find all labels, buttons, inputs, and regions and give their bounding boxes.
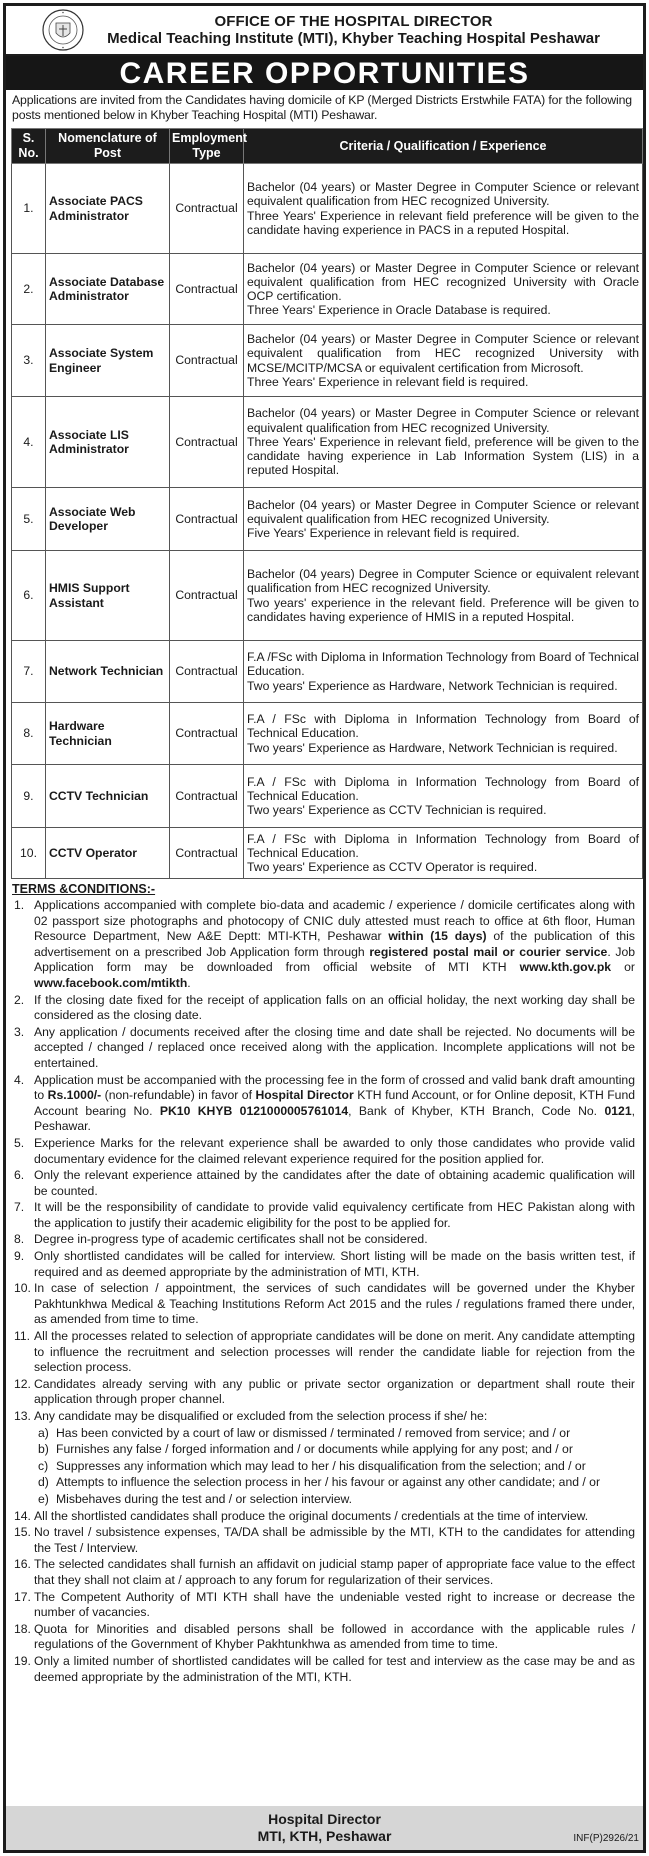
term-item [12,1377,637,1408]
serial-number: 2. [12,254,46,325]
criteria-cell [244,488,643,551]
term-item [12,1249,637,1280]
sub-term-item [12,1426,637,1442]
criteria-line: Two years' Experience as CCTV Operator is required. [247,860,538,875]
sub-term-item [12,1459,637,1475]
term-text [34,993,637,1024]
term-item [12,1136,637,1167]
office-title: OFFICE OF THE HOSPITAL DIRECTOR [214,12,493,30]
serial-number: 8. [12,703,46,765]
employment-type: Contractual [170,254,244,325]
criteria-line: Two years' Experience as Hardware, Network Technician is required. [247,678,618,693]
sub-term-text: Attempts to influence the selection process in her / his favour or against any other candidate; and / or [56,1475,601,1490]
term-emphasis: PK10 KHYB 0121000005761014 [159,1103,349,1118]
term-emphasis: Rs.1000/- [47,1088,102,1103]
term-number: 12. [14,1376,31,1391]
table-row [12,397,643,488]
term-text [34,1136,637,1167]
sub-term-letter: d) [38,1475,49,1490]
serial-number: 6. [12,551,46,641]
employment-type: Contractual [170,164,244,254]
criteria-line: Three Years' Experience in relevant field, preference will be given to the candidate having experience in Lab Information System (LIS) in a reputed Hospital. [247,434,639,478]
header [6,6,643,56]
term-text [34,1654,637,1685]
term-number: 16. [14,1557,31,1572]
term-text [34,1557,637,1588]
column-header-sno: S. No. [12,129,46,164]
sub-term-text: Furnishes any false / forged information and / or documents while applying for any post; and / or [56,1442,573,1457]
employment-type: Contractual [170,765,244,828]
terms-title: TERMS &CONDITIONS:- [12,882,156,896]
post-name: Associate PACS Administrator [46,164,170,254]
term-fragment: . Job Application form may be downloaded from official website of MTI KTH [34,944,635,975]
serial-number: 9. [12,765,46,828]
term-item [12,993,637,1024]
term-number: 7. [14,1200,25,1215]
term-text [34,1200,637,1231]
term-text [34,1622,637,1653]
criteria-line: Three Years' Experience in relevant field is required. [247,374,529,389]
criteria-line: Bachelor (04 years) or Master Degree in Computer Science or relevant equivalent qualification from HEC recognized University with Oracle OCP certification. [247,260,639,303]
criteria-line: F.A / FSc with Diploma in Information Technology from Board of Technical Education. [247,774,639,803]
sub-term-letter: b) [38,1442,49,1457]
term-fragment: of the publication of this advertisement on a prescribed Job Application form through [34,929,635,959]
term-item [12,1329,637,1376]
intro-paragraph: Applications are invited from the Candidates having domicile of KP (Merged Districts Erstwhile FATA) for the following posts mentioned below in Khyber Teaching Hospital (MTI) Peshawar. [12,93,632,122]
criteria-line: F.A /FSc with Diploma in Information Technology from Board of Technical Education. [247,650,639,679]
posts-table [11,128,643,879]
post-name: Associate System Engineer [46,325,170,397]
criteria-cell [244,765,643,828]
term-fragment: All the shortlisted candidates shall produce the original documents / credentials at the time of interview. [34,1508,589,1523]
term-emphasis: www.kth.gov.pk [519,960,612,975]
term-fragment: , Bank of Khyber, KTH Branch, Code No. [348,1103,605,1118]
term-text [34,1590,637,1621]
term-fragment: or [611,960,635,975]
term-number: 3. [14,1024,25,1039]
term-number: 2. [14,992,25,1007]
term-item [12,1509,637,1525]
terms-list [12,898,637,1685]
signatory-org: MTI, KTH, Peshawar [257,1828,392,1844]
column-header-post: Nomenclature of Post [46,129,170,164]
term-fragment: Quota for Minorities and disabled persons shall be followed in accordance with the applicable rules / regulations of the Government of Khyber Pakhtunkhwa as amended from time to time. [34,1621,635,1652]
criteria-cell [244,551,643,641]
terms-section [6,879,643,1685]
criteria-line: F.A / FSc with Diploma in Information Technology from Board of Technical Education. [247,712,639,741]
post-name: Associate LIS Administrator [46,397,170,488]
institution-name: Medical Teaching Institute (MTI), Khyber Teaching Hospital Peshawar [107,29,600,47]
table-row [12,641,643,703]
term-text [34,1409,637,1425]
term-fragment: Candidates already serving with any public or private sector organization or department shall route their application through proper channel. [34,1376,635,1407]
term-item [12,1168,637,1199]
term-item [12,1409,637,1425]
term-text [34,1025,637,1072]
serial-number: 10. [12,828,46,879]
table-row [12,325,643,397]
term-number: 8. [14,1232,25,1247]
sub-term-item [12,1475,637,1491]
criteria-line: Three Years' Experience in relevant field preference will be given to the candidate having experience in PACS in a reputed Hospital. [247,208,639,237]
post-name: Network Technician [46,641,170,703]
term-fragment: (non-refundable) in favor of [101,1088,256,1103]
criteria-line: Two years' experience in the relevant field. Preference will be given to candidates having experience of HMIS in a reputed Hospital. [247,595,639,624]
term-item [12,1232,637,1248]
hospital-seal-logo-icon [42,9,84,51]
term-item [12,1557,637,1588]
term-fragment: All the processes related to selection of appropriate candidates will be done on merit. Any candidate attempting to influence the recruitment and selection processes will render the candidate liable for rejection from the selection process. [34,1329,635,1375]
term-item [12,1025,637,1072]
term-fragment: Experience Marks for the relevant experience shall be awarded to only those candidates who provide valid documentary evidence for the claimed relevant experience required for the position applied for. [34,1135,635,1166]
term-fragment: Applications accompanied with complete bio-data and academic / experience / domicile certificates along with 02 passport size photographs and photocopy of CNIC duly attested must reach to office at 6th floor, Human Resource Department, New A&E Deptt: MTI-KTH, Peshawar [34,898,635,944]
term-text [34,1509,637,1525]
column-header-criteria: Criteria / Qualification / Experience [244,129,643,164]
term-fragment: If the closing date fixed for the receipt of application falls on an official holiday, the next working day shall be considered as the closing date. [34,992,635,1023]
sub-term-letter: a) [38,1425,49,1440]
employment-type: Contractual [170,703,244,765]
term-item [12,898,637,992]
serial-number: 3. [12,325,46,397]
term-item [12,1525,637,1556]
term-fragment: The Competent Authority of MTI KTH shall have the undeniable vested right to increase or decrease the number of vacancies. [34,1589,635,1620]
term-text [34,1232,637,1248]
term-emphasis: Hospital Director [255,1088,354,1103]
sub-term-letter: c) [38,1458,49,1473]
term-fragment: Any candidate may be disqualified or excluded from the selection process if she/ he: [34,1409,488,1423]
criteria-cell [244,397,643,488]
term-fragment: It will be the responsibility of candidate to provide valid equivalency certificate from HEC Pakistan along with the application to justify their academic eligibility for the post to be applied for. [34,1200,635,1230]
post-name: CCTV Technician [46,765,170,828]
term-text [34,898,637,992]
criteria-cell [244,641,643,703]
term-number: 4. [14,1072,25,1087]
term-number: 9. [14,1249,25,1264]
criteria-line: Bachelor (04 years) or Master Degree in Computer Science or relevant equivalent qualification from HEC recognized University. [247,180,639,209]
term-number: 13. [14,1409,31,1423]
term-number: 11. [14,1329,31,1344]
term-text [34,1073,637,1135]
table-row [12,828,643,879]
serial-number: 7. [12,641,46,703]
term-fragment: KTH fund Account, or for Online deposit, KTH Fund Account bearing No. [34,1088,636,1118]
signatory-title: Hospital Director [268,1811,381,1827]
post-name: Associate Web Developer [46,488,170,551]
term-emphasis: 0121 [604,1103,632,1118]
serial-number: 4. [12,397,46,488]
term-fragment: Only the relevant experience attained by the candidates after the date of obtaining academic qualification will be counted. [34,1168,635,1198]
term-item [12,1281,637,1328]
criteria-line: Two years' Experience as CCTV Technician is required. [247,803,547,818]
criteria-cell [244,254,643,325]
sub-term-item [12,1492,637,1508]
employment-type: Contractual [170,397,244,488]
criteria-line: Bachelor (04 years) or Master Degree in Computer Science or relevant equivalent qualification from HEC recognized University. [247,406,639,435]
criteria-line: Three Years' Experience in Oracle Database is required. [247,303,551,318]
term-item [12,1073,637,1135]
term-emphasis: registered postal mail or courier service [369,944,608,959]
serial-number: 5. [12,488,46,551]
term-text [34,1249,637,1280]
term-fragment: Only shortlisted candidates will be called for interview. Short listing will be made on the basis written test, if required and as deemed appropriate by the administration of MTI, KTH. [34,1249,635,1279]
term-fragment: , Peshawar. [34,1103,635,1134]
sub-term-item [12,1442,637,1458]
criteria-cell [244,703,643,765]
term-text [34,1281,637,1328]
sub-term-text: Suppresses any information which may lead to her / his disqualification from the selection; and / or [56,1458,586,1473]
employment-type: Contractual [170,641,244,703]
advertisement [3,3,646,1853]
term-item [12,1654,637,1685]
table-row [12,254,643,325]
term-emphasis: within (15 days) [388,929,487,944]
criteria-line: F.A / FSc with Diploma in Information Technology from Board of Technical Education. [247,831,639,860]
criteria-line: Bachelor (04 years) or Master Degree in Computer Science or relevant equivalent qualification from HEC recognized University with MCSE/MCITP/MCSA or equivalent certification from Microsoft. [247,332,639,375]
term-number: 17. [14,1589,31,1604]
term-number: 19. [14,1653,31,1668]
criteria-cell [244,164,643,254]
term-text [34,1329,637,1376]
term-fragment: Application must be accompanied with the processing fee in the form of crossed and valid bank draft amounting to [34,1072,635,1103]
term-number: 6. [14,1168,25,1183]
term-fragment: Any application / documents received after the closing time and date shall be rejected. No documents will be accepted / changed / replaced once received along with the application. Incomplete applications will not be entertained. [34,1024,635,1070]
sub-term-letter: e) [38,1491,49,1506]
criteria-line: Bachelor (04 years) Degree in Computer Science or equivalent relevant qualification from HEC recognized University. [247,567,639,596]
term-number: 15. [14,1525,31,1540]
term-fragment: . [187,975,191,990]
table-row [12,703,643,765]
term-fragment: No travel / subsistence expenses, TA/DA shall be admissible by the MTI, KTH to the candidates for attending the Test / Interview. [34,1525,635,1555]
reference-number: INF(P)2926/21 [573,1833,639,1844]
employment-type: Contractual [170,551,244,641]
term-item [12,1622,637,1653]
employment-type: Contractual [170,828,244,879]
column-header-type: Employment Type [170,129,244,164]
term-number: 10. [14,1281,31,1296]
criteria-cell [244,325,643,397]
table-row [12,551,643,641]
term-number: 14. [14,1508,31,1523]
employment-type: Contractual [170,325,244,397]
footer [6,1806,643,1850]
criteria-line: Five Years' Experience in relevant field is required. [247,526,520,541]
table-row [12,164,643,254]
term-fragment: The selected candidates shall furnish an affidavit on judicial stamp paper of appropriate face value to the effect that they shall not claim at / approach to any forum for regularization of their services. [34,1557,635,1587]
criteria-line: Bachelor (04 years) or Master Degree in Computer Science or relevant equivalent qualification from HEC recognized University. [247,497,639,526]
serial-number: 1. [12,164,46,254]
term-emphasis: www.facebook.com/mtikth [34,975,188,990]
sub-term-text: Misbehaves during the test and / or selection interview. [56,1491,353,1506]
post-name: CCTV Operator [46,828,170,879]
term-fragment: Only a limited number of shortlisted candidates will be called for test and interview as the case may be and as deemed appropriate by the administration of the MTI, KTH. [34,1653,635,1684]
table-header-row [12,129,643,164]
employment-type: Contractual [170,488,244,551]
criteria-line: Two years' Experience as Hardware, Network Technician is required. [247,740,618,755]
post-name: Hardware Technician [46,703,170,765]
sub-term-text: Has been convicted by a court of law or dismissed / terminated / removed from service; and / or [56,1425,571,1440]
page-title: CAREER OPPORTUNITIES [6,56,643,90]
term-text [34,1525,637,1556]
term-number: 1. [14,898,25,912]
criteria-cell [244,828,643,879]
table-row [12,765,643,828]
term-number: 18. [14,1621,31,1636]
term-item [12,1590,637,1621]
post-name: HMIS Support Assistant [46,551,170,641]
term-number: 5. [14,1135,25,1150]
table-row [12,488,643,551]
term-fragment: Degree in-progress type of academic certificates shall not be considered. [34,1232,428,1247]
post-name: Associate Database Administrator [46,254,170,325]
term-fragment: In case of selection / appointment, the services of such candidates will be governed under the Khyber Pakhtunkhwa Medical & Teaching Institutions Reform Act 2015 and the rules / regulations framed there under, as amended from time to time. [34,1281,635,1327]
term-text [34,1168,637,1199]
term-item [12,1200,637,1231]
term-text [34,1377,637,1408]
